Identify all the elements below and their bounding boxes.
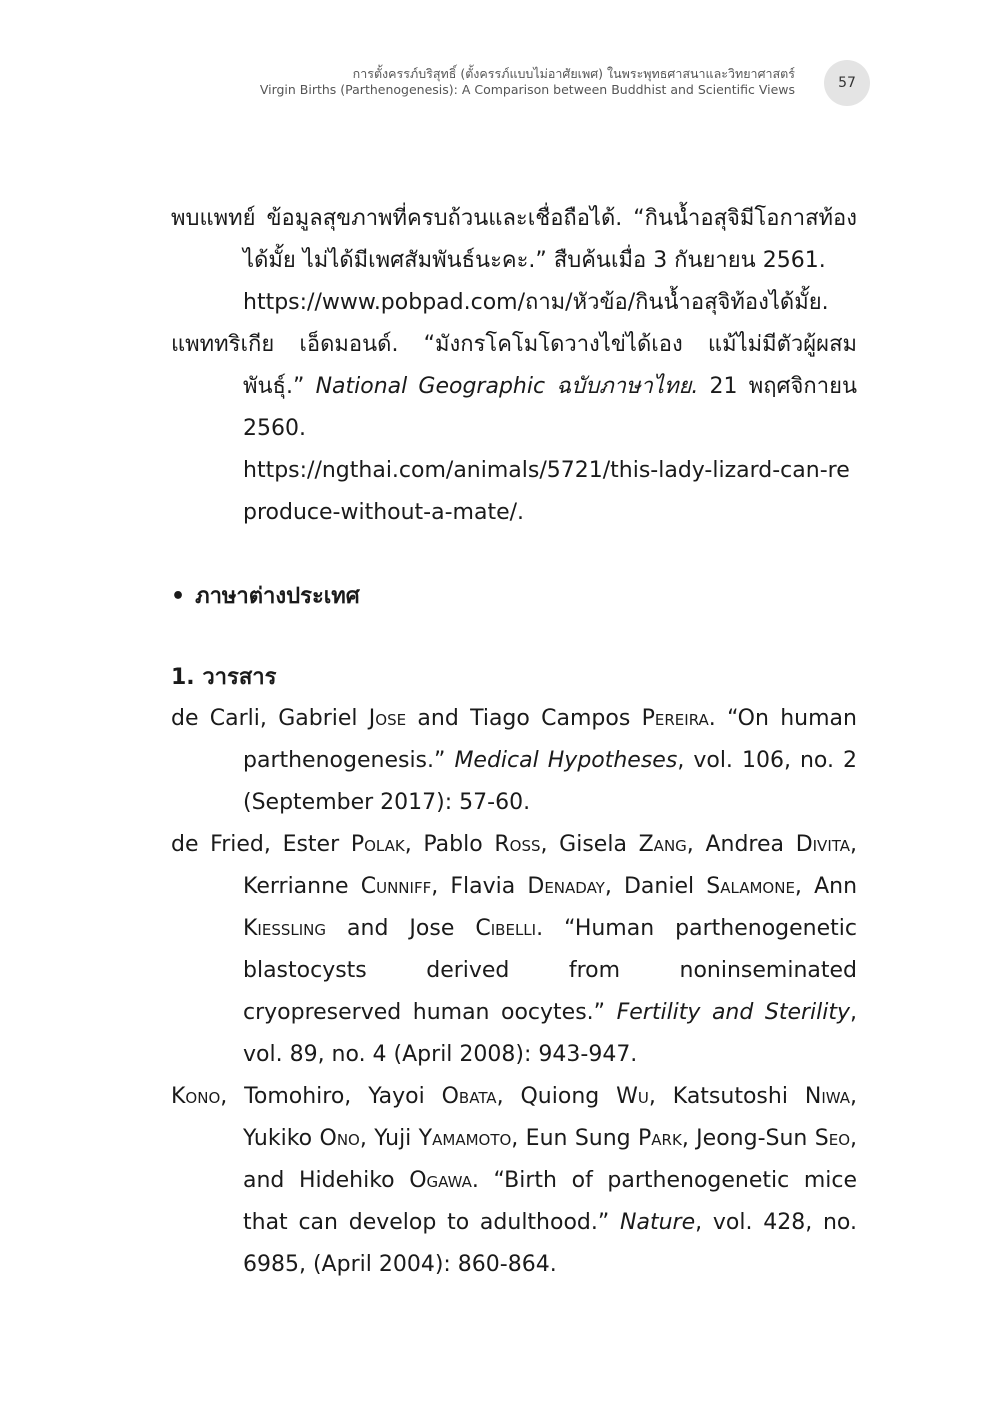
header-title-english: Virgin Births (Parthenogenesis): A Comparison between Buddhist and Scientific Views	[259, 82, 795, 97]
running-header	[260, 66, 795, 98]
reference-thai-2	[171, 324, 857, 534]
ref-text: de Carli, Gabriel	[171, 706, 369, 731]
reference-date: 21 พฤศจิกายน 2560.	[243, 374, 857, 441]
author-surname: Niwa	[804, 1084, 851, 1109]
ref-text: , Flavia	[431, 874, 528, 899]
author-surname: Divita	[795, 832, 850, 857]
reference-de-fried	[171, 824, 857, 1076]
author-surname: Yamamoto	[418, 1126, 512, 1151]
ref-text: and Jose	[326, 916, 476, 941]
reference-journal: Medical Hypotheses	[454, 748, 678, 773]
ref-text: , Katsutoshi	[648, 1084, 805, 1109]
reference-url: https://www.pobpad.com/ถาม/หัวข้อ/กินน้ำอสุจิท้องได้มั้ย.	[243, 290, 829, 315]
reference-thai-1	[171, 198, 857, 324]
author-surname: Wu	[616, 1084, 649, 1109]
ref-text: , Pablo	[404, 832, 495, 857]
reference-url: https://ngthai.com/animals/5721/this-lady-lizard-can-reproduce-without-a-mate/.	[243, 458, 850, 525]
ref-text: , Kerrianne	[243, 832, 857, 899]
ref-text: , vol. 89, no. 4 (April 2008): 943-947.	[243, 1000, 858, 1067]
bullet-icon: •	[171, 584, 186, 609]
ref-text: . “On human parthenogenesis.”	[243, 706, 857, 773]
reference-text: แพททริเกีย เอ็ดมอนด์. “มังกรโคโมโดวางไข่ได้เอง แม้ไม่มีตัวผู้ผสมพันธุ์.”	[171, 332, 857, 399]
ref-text: , vol. 106, no. 2 (September 2017): 57-60.	[243, 748, 858, 815]
ref-text: . “Human parthenogenetic blastocysts derived from noninseminated cryopreserved human oocytes.”	[243, 916, 857, 1025]
ref-text: , Eun Sung	[511, 1126, 639, 1151]
ref-text: , Jeong-Sun	[681, 1126, 815, 1151]
ref-text: and Tiago Campos	[406, 706, 642, 731]
author-surname: Jose	[368, 706, 407, 731]
ref-text: de Fried, Ester	[171, 832, 351, 857]
author-surname: Zang	[638, 832, 687, 857]
reference-journal: National Geographic ฉบับภาษาไทย.	[315, 374, 699, 399]
page-number-badge	[824, 60, 870, 106]
author-surname: Polak	[350, 832, 405, 857]
reference-text: พบแพทย์ ข้อมูลสุขภาพที่ครบถ้วนและเชื่อถือได้. “กินน้ำอสุจิมีโอกาสท้องได้มั้ย ไม่ได้มีเพศสัมพันธ์นะคะ.” สืบค้นเมื่อ 3 กันยายน 2561.	[171, 206, 857, 273]
author-surname: Obata	[441, 1084, 497, 1109]
bibliography	[171, 198, 857, 1286]
ref-text: , Tomohiro, Yayoi	[220, 1084, 442, 1109]
reference-kono	[171, 1076, 857, 1286]
author-surname: Park	[638, 1126, 682, 1151]
ref-text: , and Hidehiko	[243, 1126, 857, 1193]
author-surname: Denaday	[527, 874, 605, 899]
author-surname: Kono	[171, 1084, 221, 1109]
ref-text: , Andrea	[686, 832, 796, 857]
ref-text: , vol. 428, no. 6985, (April 2004): 860-864.	[243, 1210, 858, 1277]
ref-text: , Ann	[794, 874, 858, 899]
section-heading-foreign-language	[171, 576, 857, 618]
reference-journal: Nature	[620, 1210, 696, 1235]
subsection-heading-journals: 1. วารสาร	[171, 665, 277, 690]
author-surname: Salamone	[706, 874, 795, 899]
reference-de-carli	[171, 698, 857, 824]
author-surname: Ross	[494, 832, 541, 857]
author-surname: Pereira	[641, 706, 709, 731]
header-title-thai: การตั้งครรภ์บริสุทธิ์ (ตั้งครรภ์แบบไม่อาศัยเพศ) ในพระพุทธศาสนาและวิทยาศาสตร์	[352, 66, 795, 81]
page-number: 57	[838, 75, 856, 91]
author-surname: Ogawa	[409, 1168, 472, 1193]
ref-text: , Gisela	[540, 832, 639, 857]
ref-text: , Yuji	[359, 1126, 419, 1151]
author-surname: Ono	[319, 1126, 360, 1151]
ref-text: , Quiong	[496, 1084, 617, 1109]
ref-text: , Yukiko	[243, 1084, 858, 1151]
author-surname: Kiessling	[243, 916, 326, 941]
section-heading-text: ภาษาต่างประเทศ	[195, 584, 360, 609]
author-surname: Cunniff	[360, 874, 432, 899]
ref-text: , Daniel	[604, 874, 707, 899]
ref-text: . “Birth of parthenogenetic mice that can develop to adulthood.”	[243, 1168, 857, 1235]
author-surname: Cibelli	[475, 916, 537, 941]
author-surname: Seo	[814, 1126, 850, 1151]
reference-journal: Fertility and Sterility	[616, 1000, 851, 1025]
